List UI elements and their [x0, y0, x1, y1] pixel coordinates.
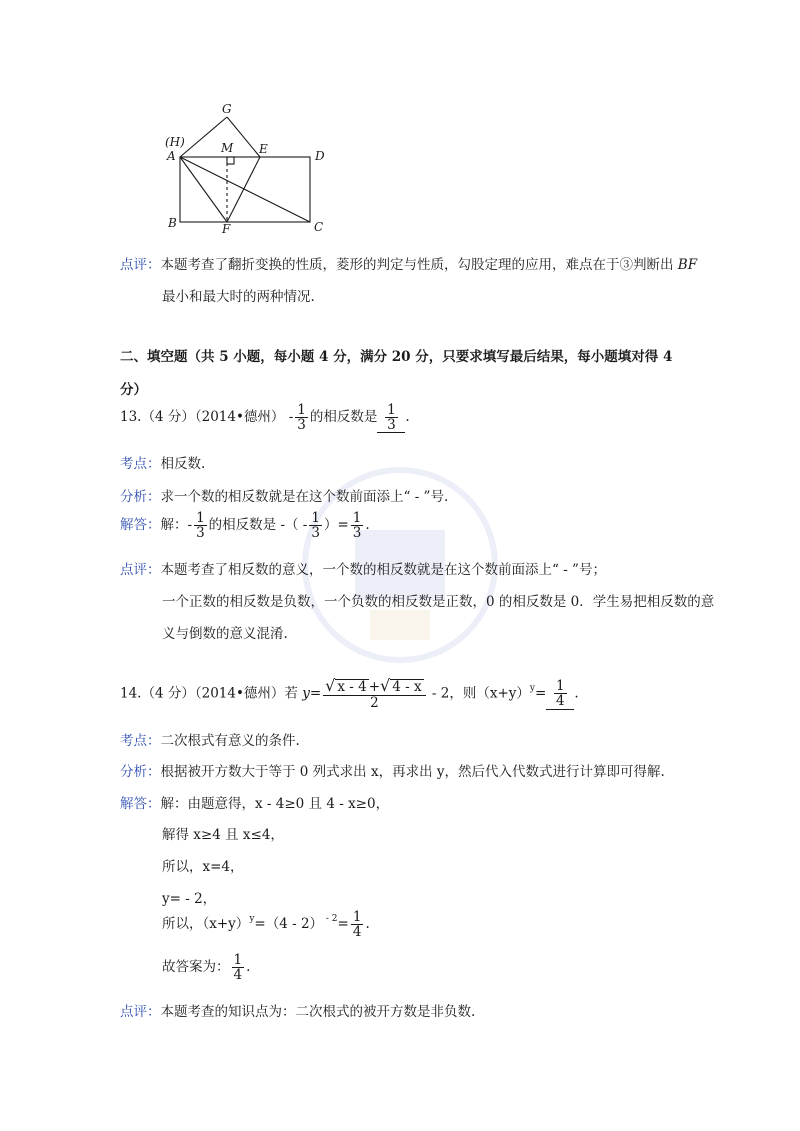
section-heading-line2: 分） [120, 382, 147, 398]
label-c: C [314, 220, 324, 234]
q14-solution-2: 解得 x≥4 且 x≤4， [162, 827, 284, 843]
label-e: E [259, 142, 268, 156]
geometry-figure [160, 100, 340, 235]
q14-solution-1: 解答：解：由题意得，x - 4≥0 且 4 - x≥0， [120, 796, 390, 812]
q13-solution: 解答：解：- $\frac{1}{3}$ 的相反数是 -（ - $\frac{1}{3}$ ）= $\frac{1}{3}$ . [120, 510, 370, 542]
label-b: B [168, 216, 177, 230]
q13-comment-line2: 一个正数的相反数是负数，一个负数的相反数是正数，0 的相反数是 0．学生易把相反数的意 [162, 594, 715, 610]
q13-question: 13.（4 分）（2014•德州） - $\frac{1}{3}$ 的相反数是 $\frac{1}{3}$ . [120, 402, 410, 434]
section-heading: 二、填空题（共 5 小题，每小题 4 分，满分 20 分，只要求填写最后结果，每小题填对得 4 [120, 349, 673, 365]
q14-solution-6: 故答案为： $\frac{1}{4}$ . [162, 952, 251, 984]
q13-comment-line3: 义与倒数的意义混淆. [162, 626, 288, 642]
q14-question: 14.（4 分）（2014•德州）若 y= $\frac{√ x - 4 +√ 4 - x}{2}$ - 2，则$(x+y)^y=$ $\frac{1}{4}$ . [120, 676, 579, 711]
q14-analysis: 分析：根据被开方数大于等于 0 列式求出 x，再求出 y，然后代入代数式进行计算即可得解. [120, 764, 665, 780]
q12-comment: 点评：本题考查了翻折变换的性质，菱形的判定与性质，勾股定理的应用，难点在于③判断出 BF [120, 257, 698, 273]
label-d: D [315, 149, 325, 163]
q13-point: 考点：相反数. [120, 456, 206, 472]
q12-comment-line2: 最小和最大时的两种情况. [162, 289, 315, 305]
label-h: (H) [165, 135, 185, 149]
label-m: M [221, 141, 234, 155]
q14-point: 考点：二次根式有意义的条件. [120, 733, 300, 749]
q14-solution-3: 所以，x=4， [162, 859, 244, 875]
q13-comment: 点评：本题考查了相反数的意义，一个数的相反数就是在这个数前面添上“ - ”号； [120, 562, 606, 578]
comment-label: 点评： [120, 257, 161, 273]
label-f: F [222, 222, 231, 235]
q14-solution-4: y= - 2， [162, 891, 217, 907]
q14-solution-5: 所以，$(x+y)^y=(4 - 2)$ $^{- 2}$= $\frac{1}{4}$ . [162, 909, 370, 941]
q13-analysis: 分析：求一个数的相反数就是在这个数前面添上“ - ”号. [120, 489, 449, 505]
label-a: A [167, 149, 176, 163]
label-g: G [222, 102, 232, 116]
q14-comment: 点评：本题考查的知识点为：二次根式的被开方数是非负数. [120, 1004, 476, 1020]
